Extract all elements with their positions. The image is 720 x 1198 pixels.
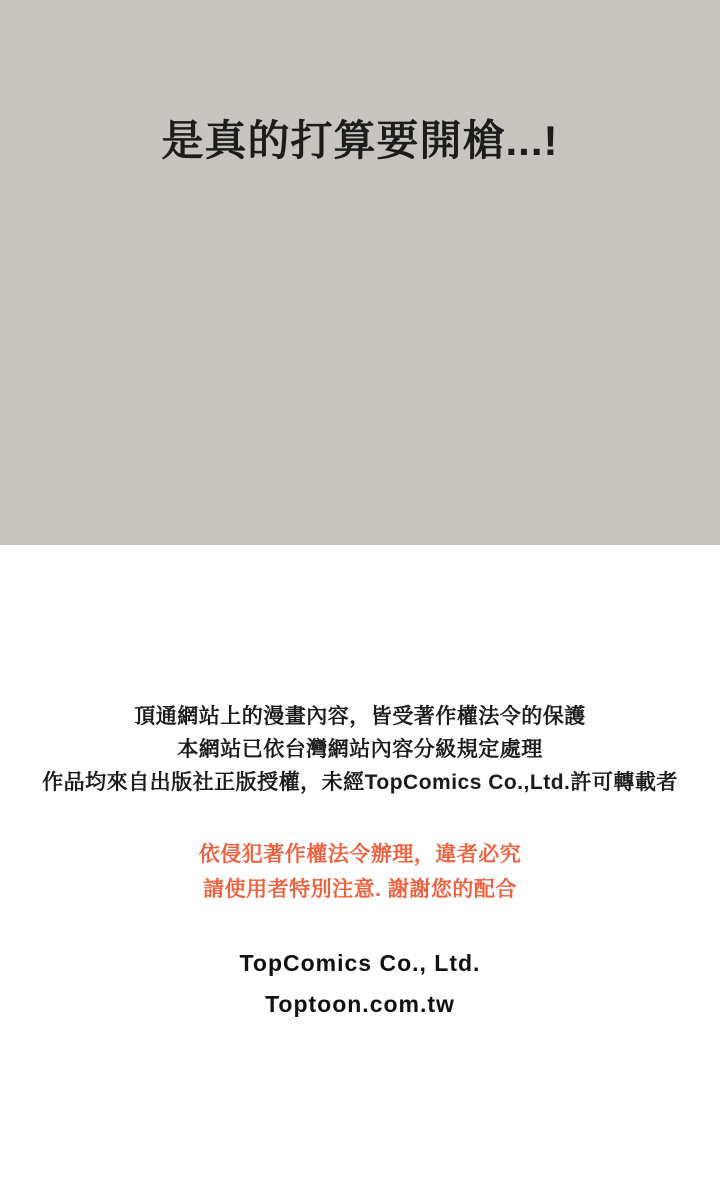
copyright-notice (0, 700, 720, 1025)
copyright-line: 本網站已依台灣網站內容分級規定處理 (177, 738, 543, 761)
copyright-block (0, 700, 720, 799)
warning-line: 請使用者特別注意. 謝謝您的配合 (203, 878, 517, 901)
brand-block (0, 943, 720, 1025)
company-name: TopComics Co., Ltd. (239, 950, 481, 976)
comic-panel (0, 0, 720, 545)
copyright-line: 作品均來自出版社正版授權，未經TopComics Co.,Ltd.許可轉載者 (42, 771, 678, 794)
panel-dialogue-text: 是真的打算要開槍...! (161, 117, 559, 164)
copyright-line: 頂通網站上的漫畫內容，皆受著作權法令的保護 (134, 705, 586, 728)
warning-block (0, 837, 720, 907)
warning-line: 依侵犯著作權法令辦理，違者必究 (198, 843, 522, 866)
site-url[interactable]: Toptoon.com.tw (265, 991, 455, 1017)
